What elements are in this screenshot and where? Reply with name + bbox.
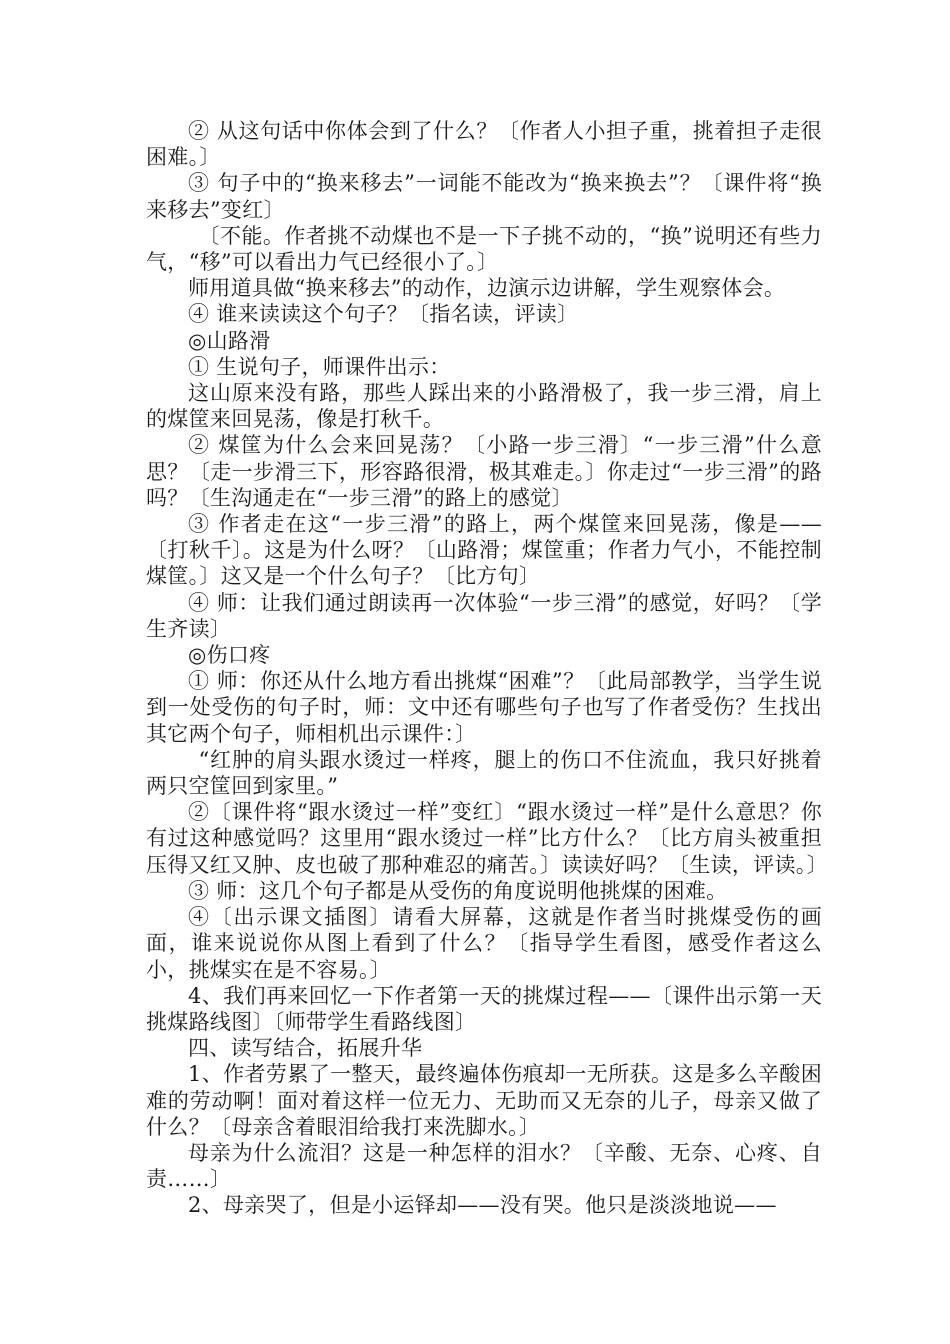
paragraph: 1、作者劳累了一整天，最终遍体伤痕却一无所获。这是多么辛酸困难的劳动啊！面对着这样一位无力、无助而又无奈的儿子，母亲又做了什么？〔母亲含着眼泪给我打来洗脚水。〕: [146, 1062, 822, 1139]
paragraph: 2、母亲哭了，但是小运铎却——没有哭。他只是淡淡地说——: [188, 1193, 777, 1218]
document-body: [146, 118, 828, 1219]
paragraph: ③ 句子中的“换来移去”一词能不能改为“换来换去”？〔课件将“换来移去”变红〕: [146, 171, 822, 222]
paragraph: ②〔课件将“跟水烫过一样”变红〕“跟水烫过一样”是什么意思？你有过这种感觉吗？这里用“跟水烫过一样”比方什么？〔比方肩头被重担压得又红又肿、皮也破了那种难忍的痛苦。〕读读好吗？〔生读，评读。〕: [146, 800, 828, 877]
section-heading: ◎伤口疼: [188, 643, 271, 668]
paragraph: 师用道具做“换来移去”的动作，边演示边讲解，学生观察体会。: [188, 276, 786, 301]
section-heading: ◎山路滑: [188, 328, 271, 353]
paragraph: ② 从这句话中你体会到了什么？〔作者人小担子重，挑着担子走很困难。〕: [146, 119, 822, 170]
section-heading: 四、读写结合，拓展升华: [188, 1036, 423, 1061]
paragraph: ④ 谁来读读这个句子？〔指名读，评读〕: [188, 302, 579, 327]
paragraph: ② 煤筐为什么会来回晃荡？〔小路一步三滑〕“一步三滑”什么意思？〔走一步滑三下，形容路很滑，极其难走。〕你走过“一步三滑”的路吗？〔生沟通走在“一步三滑”的路上的感觉〕: [146, 433, 822, 510]
paragraph: 〔不能。作者挑不动煤也不是一下子挑不动的，“换”说明还有些力气，“移”可以看出力气已经很小了。〕: [146, 223, 822, 275]
paragraph: ① 师：你还从什么地方看出挑煤“困难”？〔此局部教学，当学生说到一处受伤的句子时，师：文中还有哪些句子也写了作者受伤？生找出其它两个句子，师相机出示课件：〕: [146, 669, 822, 746]
paragraph: ③ 师：这几个句子都是从受伤的角度说明他挑煤的困难。: [188, 878, 728, 903]
paragraph: 这山原来没有路，那些人踩出来的小路滑极了，我一步三滑，肩上的煤筐来回晃荡，像是打秋千。: [146, 381, 822, 432]
paragraph: ③ 作者走在这“一步三滑”的路上，两个煤筐来回晃荡，像是——〔打秋千〕。这是为什么呀？〔山路滑；煤筐重；作者力气小，不能控制煤筐。〕这又是一个什么句子？〔比方句〕: [146, 512, 822, 589]
paragraph: 母亲为什么流泪？这是一种怎样的泪水？〔辛酸、无奈、心疼、自责……〕: [146, 1140, 822, 1192]
paragraph: ④〔出示课文插图〕请看大屏幕，这就是作者当时挑煤受伤的画面，谁来说说你从图上看到了什么？〔指导学生看图，感受作者这么小，挑煤实在是不容易。〕: [146, 905, 822, 982]
paragraph: 4、我们再来回忆一下作者第一天的挑煤过程——〔课件出示第一天挑煤路线图〕〔师带学生看路线图〕: [146, 983, 822, 1034]
paragraph: ④ 师：让我们通过朗读再一次体验“一步三滑”的感觉，好吗？〔学生齐读〕: [146, 590, 822, 641]
quote-paragraph: “红肿的肩头跟水烫过一样疼，腿上的伤口不住流血，我只好挑着两只空筐回到家里。”: [146, 747, 822, 799]
paragraph: ① 生说句子，师课件出示：: [188, 354, 451, 379]
